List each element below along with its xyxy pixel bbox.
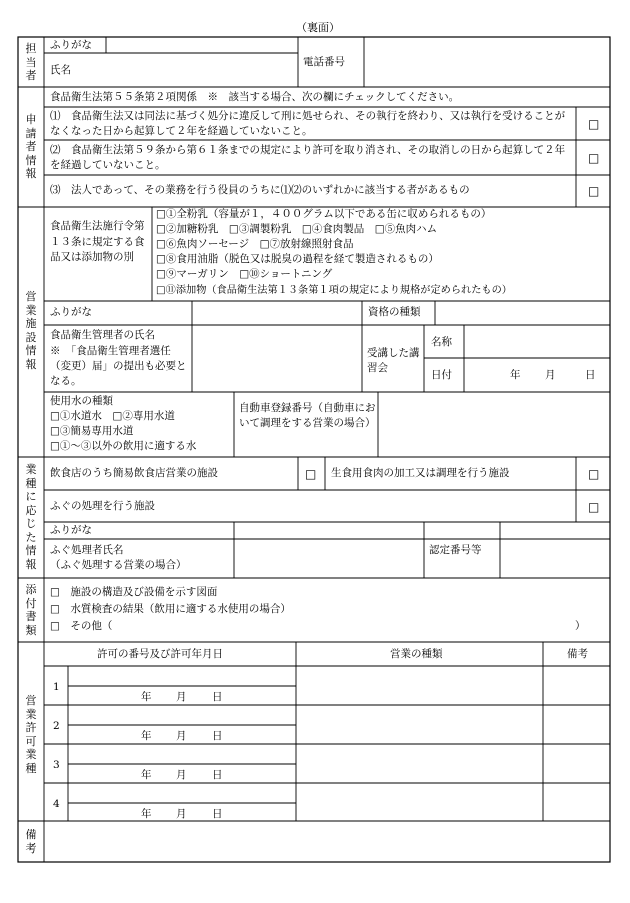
fugu-person-label: ふぐ処理者氏名: [50, 544, 124, 556]
permit-col-type: 営業の種類: [390, 648, 443, 660]
water-item-1[interactable]: □①水道水 □②専用水道: [50, 410, 175, 422]
course-date-year: 年: [510, 369, 521, 381]
applicant-check-3[interactable]: □: [588, 184, 600, 198]
simple-restaurant-check[interactable]: □: [305, 467, 317, 481]
permit-row-2-no: 2: [53, 720, 60, 732]
page-title: （裏面）: [296, 21, 340, 34]
section-title-tanto: 担当者: [25, 42, 37, 82]
permit-row-1-day: 日: [212, 691, 223, 703]
attach-item-3[interactable]: □ その他（: [50, 620, 113, 632]
applicant-item-2: ⑵ 食品衛生法第５９条から第６１条までの規定により許可を取り消され、その取消しの日から起算して２年を経過していないこと。: [50, 144, 566, 171]
cert-no-label: 認定番号等: [429, 544, 482, 556]
raw-meat-label: 生食用食肉の加工又は調理を行う施設: [331, 467, 510, 479]
permit-row-1-year: 年: [141, 691, 152, 703]
section-title-remarks: 備考: [25, 828, 37, 855]
permit-col-note: 備考: [567, 648, 588, 660]
applicant-check-2[interactable]: □: [588, 151, 600, 165]
manager-name-label: 食品衛生管理者の氏名: [50, 329, 155, 341]
attach-item-2[interactable]: □ 水質検査の結果（飲用に適する水使用の場合）: [50, 603, 291, 615]
applicant-intro: 食品衛生法第５５条第２項関係 ※ 該当する場合、次の欄にチェックしてください。: [50, 91, 460, 103]
applicant-item-1: ⑴ 食品衛生法又は同法に基づく処分に違反して刑に処せられ、その執行を終わり、又は執行を受けることがなくなった日から起算して２年を経過していないこと。: [50, 110, 566, 137]
qualification-field[interactable]: [436, 302, 609, 324]
attach-item-1[interactable]: □ 施設の構造及び設備を示す図面: [50, 586, 218, 598]
permit-row-4-day: 日: [212, 808, 223, 820]
water-type-title: 使用水の種類: [50, 395, 113, 407]
course-label: 受講した講習会: [367, 347, 420, 374]
fugu-furigana-label: ふりがな: [50, 524, 92, 536]
manager-furigana-field[interactable]: [193, 302, 361, 324]
tanto-furigana-label: ふりがな: [50, 39, 92, 51]
food-additive-label: 食品衛生法施行令第１３条に規定する食品又は添加物の別: [50, 220, 145, 263]
fugu-facility-check[interactable]: □: [588, 500, 600, 514]
permit-col-number: 許可の番号及び許可年月日: [97, 648, 223, 660]
water-item-2[interactable]: □③簡易専用水道: [50, 425, 134, 437]
permit-row-3-day: 日: [212, 769, 223, 781]
applicant-check-1[interactable]: □: [588, 117, 600, 131]
course-date-month: 月: [545, 369, 556, 381]
course-date-label: 日付: [431, 369, 452, 381]
fugu-person-note: （ふぐ処理する営業の場合）: [50, 559, 187, 571]
permit-row-3-month: 月: [176, 769, 187, 781]
tanto-name-label: 氏名: [50, 64, 71, 76]
simple-restaurant-label: 飲食店のうち簡易飲食店営業の施設: [50, 467, 218, 479]
manager-name-field[interactable]: [193, 326, 361, 391]
permit-row-1-month: 月: [176, 691, 187, 703]
permit-row-2-month: 月: [176, 730, 187, 742]
cert-no-field[interactable]: [501, 523, 609, 577]
vehicle-label: 自動車登録番号（自動車において調理をする営業の場合）: [239, 402, 376, 429]
course-date-day: 日: [585, 369, 596, 381]
food-item-1[interactable]: □①全粉乳（容量が１，４００グラム以下である缶に収められるもの）: [156, 208, 492, 220]
permit-row-2-day: 日: [212, 730, 223, 742]
tanto-furigana-field[interactable]: [107, 38, 297, 52]
section-title-applicant: 申請者情報: [25, 113, 37, 180]
food-item-5[interactable]: □⑨マーガリン □⑩ショートニング: [156, 268, 333, 280]
permit-row-3-year: 年: [141, 769, 152, 781]
permit-row-2-year: 年: [141, 730, 152, 742]
permit-row-4-month: 月: [176, 808, 187, 820]
manager-furigana-label: ふりがな: [50, 306, 92, 318]
section-title-business: 業種に応じた情報: [25, 463, 37, 571]
attach-close-paren: ）: [575, 620, 586, 632]
section-title-attach: 添付書類: [25, 583, 37, 637]
food-item-3[interactable]: □⑥魚肉ソーセージ □⑦放射線照射食品: [156, 238, 354, 250]
applicant-item-3: ⑶ 法人であって、その業務を行う役員のうちに⑴⑵のいずれかに該当する者があるもの: [50, 184, 470, 196]
food-item-4[interactable]: □⑧食用油脂（脱色又は脱臭の過程を経て製造されるもの）: [156, 253, 439, 265]
water-item-3[interactable]: □①～③以外の飲用に適する水: [50, 440, 197, 452]
course-name-label: 名称: [431, 336, 452, 348]
manager-note: ※ 「食品衛生管理者選任（変更）届」の提出も必要となる。: [50, 345, 187, 387]
vehicle-field[interactable]: [379, 393, 609, 456]
qualification-label: 資格の種類: [368, 306, 421, 318]
food-item-6[interactable]: □⑪添加物（食品衛生法第１３条第１項の規定により規格が定められたもの）: [156, 285, 512, 296]
section-title-permit: 営業許可業種: [25, 694, 37, 775]
raw-meat-check[interactable]: □: [588, 467, 600, 481]
fugu-facility-label: ふぐの処理を行う施設: [50, 500, 155, 512]
remarks-field[interactable]: [45, 822, 609, 861]
fugu-furigana-field[interactable]: [235, 523, 423, 538]
tanto-phone-label: 電話番号: [303, 56, 345, 68]
permit-row-1-no: 1: [53, 681, 60, 693]
permit-row-3-no: 3: [53, 759, 60, 771]
fugu-person-field[interactable]: [235, 540, 423, 577]
course-name-field[interactable]: [465, 326, 609, 357]
tanto-phone-field[interactable]: [365, 38, 609, 86]
tanto-name-field[interactable]: [107, 54, 297, 86]
permit-row-4-no: 4: [53, 798, 60, 810]
food-item-2[interactable]: □②加糖粉乳 □③調製粉乳 □④食肉製品 □⑤魚肉ハム: [156, 223, 438, 235]
permit-row-4-year: 年: [141, 808, 152, 820]
section-title-facility: 営業施設情報: [25, 290, 37, 371]
